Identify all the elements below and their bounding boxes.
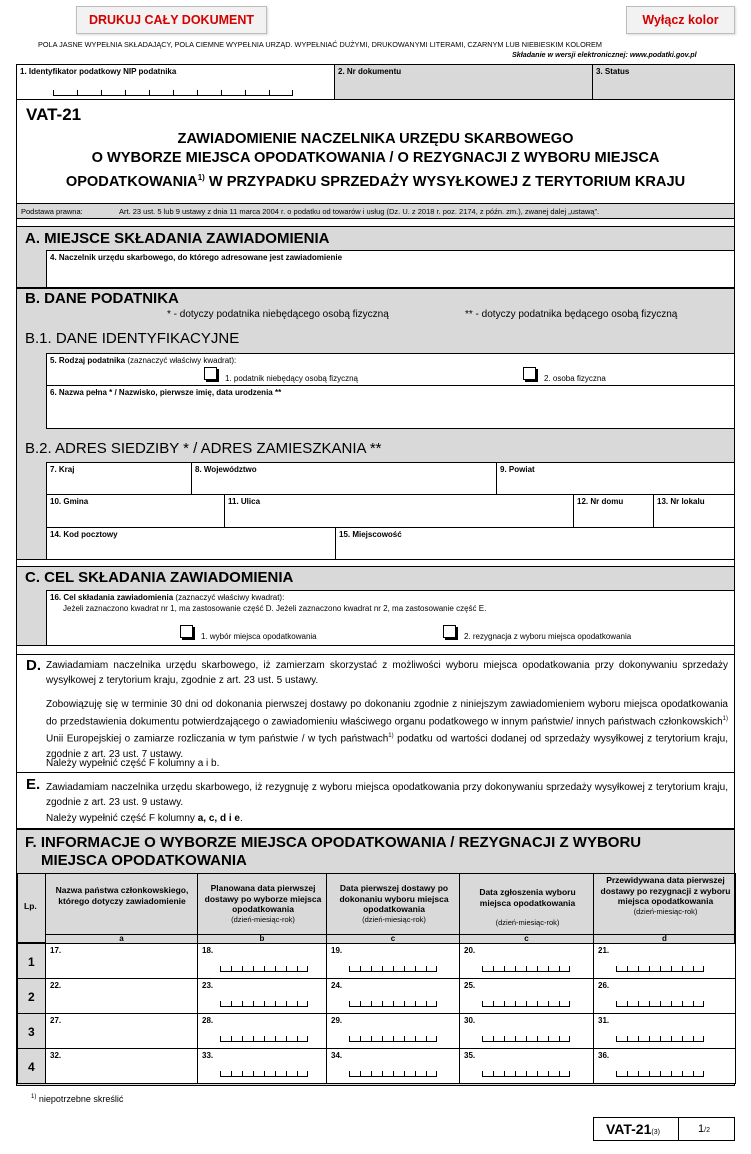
col-c1-sub: (dzień-miesiąc-rok) xyxy=(362,914,426,924)
title-line-1: ZAWIADOMIENIE NACZELNIKA URZĘDU SKARBOWEGO xyxy=(177,131,574,147)
cell-field-number: 23. xyxy=(202,981,214,990)
date-ticks xyxy=(220,1035,308,1042)
table-cell[interactable] xyxy=(45,943,198,979)
cell-field-number: 24. xyxy=(331,981,343,990)
field-15-label: 15. Miejscowość xyxy=(339,530,402,539)
field-9-county[interactable] xyxy=(496,462,735,495)
row-number-cell xyxy=(17,1013,46,1049)
field-12-label: 12. Nr domu xyxy=(577,497,624,506)
row-number: 2 xyxy=(28,990,35,1004)
date-ticks xyxy=(482,1000,570,1007)
col-d-letter: d xyxy=(662,934,667,943)
disable-color-button[interactable]: Wyłącz kolor xyxy=(626,6,735,34)
print-document-button[interactable]: DRUKUJ CAŁY DOKUMENT xyxy=(76,6,267,34)
nip-field[interactable] xyxy=(16,64,335,100)
cell-field-number: 31. xyxy=(598,1016,610,1025)
title-line-3b: W PRZYPADKU SPRZEDAŻY WYSYŁKOWEJ Z TERYTORIUM KRAJU xyxy=(204,173,686,190)
cell-field-number: 36. xyxy=(598,1051,610,1060)
document-number-field xyxy=(334,64,593,100)
section-b-title: B. DANE PODATNIKA xyxy=(25,290,179,307)
col-b-header xyxy=(197,873,327,935)
field-4-label: 4. Naczelnik urzędu skarbowego, do którego adresowane jest zawiadomienie xyxy=(50,253,343,262)
table-cell[interactable] xyxy=(326,1013,460,1049)
field-11-street[interactable] xyxy=(224,494,574,528)
footnote-text: niepotrzebne skreślić xyxy=(36,1094,124,1104)
section-e-paragraph-2 xyxy=(46,811,728,826)
field-7-label: 7. Kraj xyxy=(50,465,75,474)
table-cell[interactable] xyxy=(197,943,327,979)
row-number-cell xyxy=(17,943,46,979)
col-b-sub: (dzień-miesiąc-rok) xyxy=(231,914,295,924)
field-16-hint: (zaznaczyć właściwy kwadrat): xyxy=(175,593,285,602)
date-ticks xyxy=(616,1000,704,1007)
cell-field-number: 29. xyxy=(331,1016,343,1025)
checkbox-choose-place[interactable] xyxy=(180,625,193,638)
cell-field-number: 34. xyxy=(331,1051,343,1060)
date-ticks xyxy=(616,1070,704,1077)
date-ticks xyxy=(220,965,308,972)
date-ticks xyxy=(616,1035,704,1042)
section-d-p2b: Unii Europejskiej o zamiarze rozliczania w tym państwie / w tych państwach xyxy=(46,733,389,745)
footnote-sup: 1) xyxy=(31,1094,37,1100)
row-number: 1 xyxy=(28,955,35,969)
section-b-note-1: * - dotyczy podatnika niebędącego osobą fizyczną xyxy=(167,309,389,320)
col-d-header xyxy=(593,873,736,935)
section-d-paragraph-3: Należy wypełnić część F kolumny a i b. xyxy=(46,758,220,769)
col-a-title: Nazwa państwa członkowskiego, którego dotyczy zawiadomienie xyxy=(55,885,189,906)
table-cell[interactable] xyxy=(326,978,460,1014)
date-ticks xyxy=(220,1070,308,1077)
electronic-filing-note: Składanie w wersji elektronicznej: www.podatki.gov.pl xyxy=(512,50,697,59)
col-c2-sub: (dzień-miesiąc-rok) xyxy=(495,918,560,927)
cell-field-number: 17. xyxy=(50,946,62,955)
doc-no-label: 2. Nr dokumentu xyxy=(338,67,402,76)
row-number: 3 xyxy=(28,1025,35,1039)
field-6-label: 6. Nazwa pełna * / Nazwisko, pierwsze imię, data urodzenia ** xyxy=(50,388,282,397)
section-e-letter: E. xyxy=(26,776,41,793)
table-cell[interactable] xyxy=(197,1013,327,1049)
cell-field-number: 18. xyxy=(202,946,214,955)
col-d-title: Przewidywana data pierwszej dostawy po rezygnacji z wyboru miejsca opodatkowania xyxy=(600,875,731,906)
section-f xyxy=(16,829,735,1086)
section-d-p2c: podatku od wartości dodanej od sprzedaży wysyłkowej z terytorium kraju, zgodnie z art. 23 ust. 7 ustawy. xyxy=(46,733,728,760)
footer-form-code xyxy=(593,1117,735,1141)
section-f-title-line-2: MIEJSCA OPODATKOWANIA xyxy=(41,852,247,869)
col-c2-title: Data zgłoszenia wyboru miejsca opodatkowania xyxy=(479,887,576,908)
section-e-columns: a, c, d i e xyxy=(197,813,240,824)
table-cell[interactable] xyxy=(459,978,594,1014)
col-c1-header xyxy=(326,873,460,935)
footer-divider xyxy=(678,1118,679,1140)
field-10-commune[interactable] xyxy=(46,494,225,528)
col-c2-header xyxy=(459,873,594,935)
col-b-letter: b xyxy=(259,934,265,943)
field-6-full-name[interactable] xyxy=(46,385,735,429)
field-5-taxpayer-type xyxy=(46,353,735,386)
field-16-label: 16. Cel składania zawiadomienia xyxy=(50,593,174,602)
section-b1-title: B.1. DANE IDENTYFIKACYJNE xyxy=(25,330,240,347)
field-15-city[interactable] xyxy=(335,527,735,560)
field-8-label: 8. Województwo xyxy=(195,465,257,474)
field-13-label: 13. Nr lokalu xyxy=(657,497,705,506)
section-d-p2a: Zobowiązuję się w terminie 30 dni od dokonania pierwszej dostawy po dokonaniu zgodnie z niniejszym zawiadomieniem wyboru miejsca opodatkowania do przedstawienia dokumentu potwierdzającego o zawiadomieniu właściwego organu podatkowego w innym państwie/ innych państwach członkowskich xyxy=(46,699,728,728)
section-d-paragraph-1: Zawiadamiam naczelnika urzędu skarbowego, iż zamierzam skorzystać z możliwości wyboru miejsca opodatkowania przy dokonywaniu sprzedaży wysyłkowej z terytorium kraju, zgodnie z art. 23 ust. 5 ustawy. xyxy=(46,660,728,686)
checkbox-natural-person[interactable] xyxy=(523,367,536,380)
table-cell[interactable] xyxy=(459,943,594,979)
section-b-note-2: ** - dotyczy podatnika będącego osobą fizyczną xyxy=(465,309,678,320)
option-non-natural-person: 1. podatnik niebędący osobą fizyczną xyxy=(225,374,358,383)
lp-header xyxy=(17,873,46,943)
date-ticks xyxy=(482,965,570,972)
field-11-label: 11. Ulica xyxy=(228,497,261,506)
cell-field-number: 26. xyxy=(598,981,610,990)
date-ticks xyxy=(482,1070,570,1077)
legal-basis-text: Art. 23 ust. 5 lub 9 ustawy z dnia 11 marca 2004 r. o podatku od towarów i usług (Dz. U. z 2018 r. poz. 2174, z późn. zm.), zwanej dalej „ustawą”. xyxy=(119,207,600,216)
status-label: 3. Status xyxy=(596,67,630,76)
footer-page: 1 xyxy=(698,1123,705,1135)
status-field xyxy=(592,64,735,100)
legal-basis-label: Podstawa prawna: xyxy=(21,207,83,216)
title-sup: 1) xyxy=(197,173,205,182)
fill-instructions: POLA JASNE WYPEŁNIA SKŁADAJĄCY, POLA CIEMNE WYPEŁNIA URZĄD. WYPEŁNIAĆ DUŻYMI, DRUKOWANYMI LITERAMI, CZARNYM LUB NIEBIESKIM KOLOREM xyxy=(38,40,603,49)
date-ticks xyxy=(482,1035,570,1042)
table-cell[interactable] xyxy=(593,1013,736,1049)
row-number-cell xyxy=(17,1048,46,1084)
section-a xyxy=(16,226,735,288)
cell-field-number: 27. xyxy=(50,1016,62,1025)
lp-label: Lp. xyxy=(24,901,37,911)
field-14-postal-code[interactable] xyxy=(46,527,336,560)
option-natural-person: 2. osoba fizyczna xyxy=(544,374,606,383)
section-d xyxy=(16,654,735,773)
nip-label: 1. Identyfikator podatkowy NIP podatnika xyxy=(20,67,177,76)
title-line-3a: OPODATKOWANIA xyxy=(65,173,198,190)
table-cell[interactable] xyxy=(593,1048,736,1084)
date-ticks xyxy=(220,1000,308,1007)
footnote xyxy=(31,1094,123,1104)
field-7-country[interactable] xyxy=(46,462,192,495)
cell-field-number: 25. xyxy=(464,981,476,990)
col-a-header xyxy=(45,873,198,935)
date-ticks xyxy=(349,1000,437,1007)
footer-code: VAT-21 xyxy=(606,1121,652,1137)
table-cell[interactable] xyxy=(593,978,736,1014)
table-cell[interactable] xyxy=(45,978,198,1014)
footer-pages: /2 xyxy=(704,1127,710,1134)
legal-basis xyxy=(16,203,735,219)
field-9-label: 9. Powiat xyxy=(500,465,535,474)
field-13-apartment-number[interactable] xyxy=(653,494,735,528)
section-e-p2c: . xyxy=(239,813,243,824)
section-e-paragraph-1: Zawiadamiam naczelnika urzędu skarbowego, iż rezygnuję z wyboru miejsca opodatkowania przy dokonywaniu sprzedaży wysyłkowej z terytorium kraju, zgodnie z art. 23 ust. 9 ustawy. xyxy=(46,782,728,808)
section-f-title-line-1: F. INFORMACJE O WYBORZE MIEJSCA OPODATKOWANIA / REZYGNACJI Z WYBORU xyxy=(25,834,642,851)
form-title xyxy=(16,130,735,192)
section-d-sup-2: 1) xyxy=(388,733,394,740)
table-cell[interactable] xyxy=(45,1013,198,1049)
col-c1-letter: c xyxy=(390,934,396,943)
field-8-voivodeship[interactable] xyxy=(191,462,497,495)
col-c2-letter: c xyxy=(524,934,529,943)
cell-field-number: 22. xyxy=(50,981,62,990)
table-cell[interactable] xyxy=(593,943,736,979)
field-4-tax-office[interactable] xyxy=(46,250,735,288)
cell-field-number: 32. xyxy=(50,1051,62,1060)
col-c1-title: Data pierwszej dostawy po dokonaniu wyboru miejsca opodatkowania xyxy=(339,883,449,914)
date-ticks xyxy=(349,965,437,972)
table-cell[interactable] xyxy=(459,1048,594,1084)
table-cell[interactable] xyxy=(459,1013,594,1049)
field-5-label: 5. Rodzaj podatnika xyxy=(50,356,126,365)
col-b-title: Planowana data pierwszej dostawy po wyborze miejsca opodatkowania xyxy=(204,883,322,914)
section-d-letter: D. xyxy=(26,657,41,674)
field-14-label: 14. Kod pocztowy xyxy=(50,530,118,539)
cell-field-number: 35. xyxy=(464,1051,476,1060)
cell-field-number: 19. xyxy=(331,946,343,955)
cell-field-number: 28. xyxy=(202,1016,214,1025)
footer-version: (3) xyxy=(651,1129,660,1136)
section-b2-title: B.2. ADRES SIEDZIBY * / ADRES ZAMIESZKANIA ** xyxy=(25,440,382,457)
option-resign-choice: 2. rezygnacja z wyboru miejsca opodatkowania xyxy=(464,632,632,641)
section-f-title xyxy=(25,834,641,870)
field-16-note: Jeżeli zaznaczono kwadrat nr 1, ma zastosowanie część D. Jeżeli zaznaczono kwadrat nr 2, ma zastosowanie część E. xyxy=(63,604,487,613)
col-d-sub: (dzień-miesiąc-rok) xyxy=(633,906,698,916)
cell-field-number: 33. xyxy=(202,1051,214,1060)
cell-field-number: 21. xyxy=(598,946,610,955)
nip-ticks xyxy=(53,89,293,96)
date-ticks xyxy=(349,1035,437,1042)
section-e-p2a: Należy wypełnić część F kolumny xyxy=(46,813,198,824)
section-e xyxy=(16,772,735,829)
section-d-sup-1: 1) xyxy=(722,716,728,722)
checkbox-resign-choice[interactable] xyxy=(443,625,456,638)
table-cell[interactable] xyxy=(197,978,327,1014)
form-code: VAT-21 xyxy=(26,105,82,124)
checkbox-non-natural-person[interactable] xyxy=(204,367,217,380)
cell-field-number: 30. xyxy=(464,1016,476,1025)
section-b xyxy=(16,288,735,560)
section-c-title: C. CEL SKŁADANIA ZAWIADOMIENIA xyxy=(25,569,294,586)
table-cell[interactable] xyxy=(326,943,460,979)
title-line-2: O WYBORZE MIEJSCA OPODATKOWANIA / O REZYGNACJI Z WYBORU MIEJSCA xyxy=(91,150,660,166)
field-12-house-number[interactable] xyxy=(573,494,654,528)
col-a-letter: a xyxy=(119,934,124,943)
date-ticks xyxy=(616,965,704,972)
row-number: 4 xyxy=(28,1060,35,1074)
section-c xyxy=(16,566,735,646)
cell-field-number: 20. xyxy=(464,946,476,955)
section-d-paragraph-2 xyxy=(46,697,728,762)
section-a-title: A. MIEJSCE SKŁADANIA ZAWIADOMIENIA xyxy=(25,230,330,247)
date-ticks xyxy=(349,1070,437,1077)
table-cell[interactable] xyxy=(45,1048,198,1084)
field-16-purpose xyxy=(46,590,735,646)
table-cell[interactable] xyxy=(326,1048,460,1084)
row-number-cell xyxy=(17,978,46,1014)
field-10-label: 10. Gmina xyxy=(50,497,89,506)
field-5-hint: (zaznaczyć właściwy kwadrat): xyxy=(127,356,237,365)
option-choose-place: 1. wybór miejsca opodatkowania xyxy=(201,632,317,641)
table-cell[interactable] xyxy=(197,1048,327,1084)
